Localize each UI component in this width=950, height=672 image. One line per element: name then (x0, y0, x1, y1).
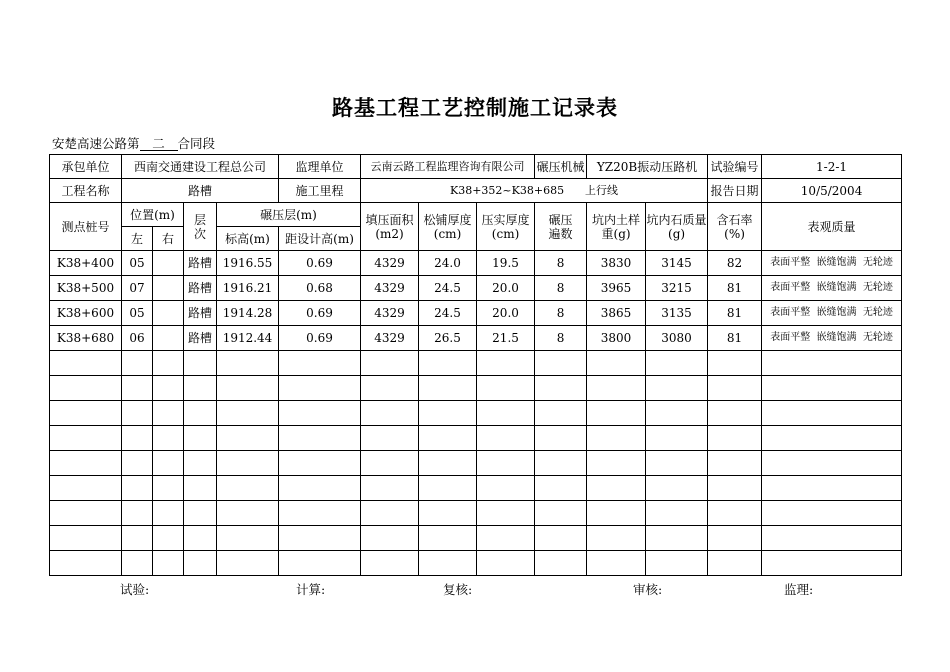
col-elevation: 标高(m) (217, 227, 279, 251)
cell-right (153, 351, 184, 376)
cell-passes (535, 451, 587, 476)
contractor-value: 西南交通建设工程总公司 (122, 155, 279, 179)
cell-left (122, 501, 153, 526)
cell-stone-mass (646, 376, 708, 401)
cell-station: K38+400 (50, 251, 122, 276)
cell-right (153, 401, 184, 426)
col-stone-ratio: 含石率(%) (708, 203, 762, 251)
cell-dist-design: 0.69 (279, 326, 361, 351)
supervisor-value: 云南云路工程监理咨询有限公司 (361, 155, 535, 179)
cell-station (50, 526, 122, 551)
cell-appearance: 表面平整 嵌缝饱满 无轮迹 (762, 251, 902, 276)
empty-row (50, 476, 902, 501)
cell-stone-mass (646, 551, 708, 576)
cell-passes (535, 376, 587, 401)
cell-compact-thickness (477, 426, 535, 451)
cell-station: K38+680 (50, 326, 122, 351)
col-position: 位置(m) (122, 203, 184, 227)
cell-fill-area: 4329 (361, 251, 419, 276)
contract-suffix: 合同段 (177, 136, 216, 151)
cell-right (153, 301, 184, 326)
contract-section-number: 二 (140, 137, 178, 151)
cell-compact-thickness (477, 351, 535, 376)
col-dist-design: 距设计高(m) (279, 227, 361, 251)
data-row (50, 301, 902, 326)
mileage-value: K38+352~K38+685 上行线 (361, 179, 708, 203)
cell-appearance (762, 351, 902, 376)
col-fill-area: 填压面积(m2) (361, 203, 419, 251)
cell-soil-weight (587, 426, 646, 451)
cell-compact-thickness (477, 526, 535, 551)
cell-stone-mass (646, 351, 708, 376)
cell-appearance (762, 476, 902, 501)
contract-prefix: 安楚高速公路第 (52, 136, 140, 151)
cell-appearance (762, 376, 902, 401)
cell-loose-thickness: 24.0 (419, 251, 477, 276)
cell-soil-weight: 3830 (587, 251, 646, 276)
cell-appearance (762, 451, 902, 476)
cell-fill-area: 4329 (361, 276, 419, 301)
project-label: 工程名称 (50, 179, 122, 203)
cell-soil-weight (587, 526, 646, 551)
cell-stone-ratio (708, 501, 762, 526)
cell-right (153, 451, 184, 476)
cell-right (153, 426, 184, 451)
cell-soil-weight (587, 451, 646, 476)
cell-left (122, 376, 153, 401)
cell-soil-weight (587, 551, 646, 576)
cell-station (50, 401, 122, 426)
cell-appearance (762, 501, 902, 526)
cell-elevation (217, 376, 279, 401)
empty-row (50, 551, 902, 576)
cell-loose-thickness (419, 501, 477, 526)
page-title: 路基工程工艺控制施工记录表 (332, 95, 618, 120)
empty-row (50, 351, 902, 376)
cell-left (122, 426, 153, 451)
cell-appearance (762, 551, 902, 576)
col-appearance: 表观质量 (762, 203, 902, 251)
project-value: 路槽 (122, 179, 279, 203)
report-date-value: 10/5/2004 (762, 179, 902, 203)
empty-row (50, 376, 902, 401)
cell-compact-thickness (477, 451, 535, 476)
cell-fill-area: 4329 (361, 301, 419, 326)
test-no-value: 1-2-1 (762, 155, 902, 179)
cell-stone-ratio: 81 (708, 301, 762, 326)
cell-compact-thickness: 21.5 (477, 326, 535, 351)
supervisor-label: 监理单位 (279, 155, 361, 179)
cell-stone-mass (646, 526, 708, 551)
cell-left (122, 476, 153, 501)
col-passes: 碾压遍数 (535, 203, 587, 251)
cell-fill-area (361, 526, 419, 551)
signature-audit: 审核: (633, 582, 663, 597)
cell-station (50, 501, 122, 526)
signature-calc: 计算: (296, 582, 326, 597)
data-row (50, 251, 902, 276)
cell-layer: 路槽 (184, 251, 217, 276)
cell-passes: 8 (535, 301, 587, 326)
cell-appearance (762, 526, 902, 551)
test-no-label: 试验编号 (708, 155, 762, 179)
cell-stone-mass (646, 476, 708, 501)
empty-row (50, 501, 902, 526)
cell-soil-weight: 3800 (587, 326, 646, 351)
col-compact-thickness: 压实厚度(cm) (477, 203, 535, 251)
cell-stone-ratio (708, 451, 762, 476)
cell-elevation (217, 451, 279, 476)
info-row-1 (50, 155, 902, 179)
info-row-2 (50, 179, 902, 203)
empty-row (50, 401, 902, 426)
cell-dist-design (279, 401, 361, 426)
cell-stone-ratio (708, 351, 762, 376)
cell-dist-design (279, 476, 361, 501)
cell-passes: 8 (535, 326, 587, 351)
col-stone-mass: 坑内石质量(g) (646, 203, 708, 251)
cell-loose-thickness (419, 451, 477, 476)
cell-right (153, 276, 184, 301)
cell-soil-weight: 3965 (587, 276, 646, 301)
cell-loose-thickness (419, 351, 477, 376)
cell-layer (184, 401, 217, 426)
cell-compact-thickness (477, 551, 535, 576)
cell-stone-mass: 3080 (646, 326, 708, 351)
cell-layer: 路槽 (184, 276, 217, 301)
cell-passes (535, 526, 587, 551)
cell-loose-thickness (419, 376, 477, 401)
cell-stone-mass: 3215 (646, 276, 708, 301)
cell-right (153, 326, 184, 351)
cell-elevation: 1916.55 (217, 251, 279, 276)
cell-left: 07 (122, 276, 153, 301)
cell-dist-design: 0.69 (279, 301, 361, 326)
cell-fill-area (361, 551, 419, 576)
empty-row (50, 426, 902, 451)
cell-layer (184, 376, 217, 401)
signature-test: 试验: (120, 582, 150, 597)
cell-right (153, 251, 184, 276)
cell-fill-area (361, 476, 419, 501)
cell-layer (184, 476, 217, 501)
cell-appearance (762, 426, 902, 451)
cell-right (153, 376, 184, 401)
cell-fill-area (361, 501, 419, 526)
empty-row (50, 526, 902, 551)
cell-compact-thickness (477, 501, 535, 526)
cell-layer (184, 501, 217, 526)
cell-passes (535, 401, 587, 426)
cell-dist-design (279, 351, 361, 376)
cell-dist-design (279, 426, 361, 451)
cell-elevation (217, 551, 279, 576)
cell-stone-ratio (708, 401, 762, 426)
cell-station (50, 351, 122, 376)
contractor-label: 承包单位 (50, 155, 122, 179)
cell-appearance: 表面平整 嵌缝饱满 无轮迹 (762, 301, 902, 326)
cell-passes (535, 426, 587, 451)
cell-left: 05 (122, 301, 153, 326)
cell-stone-mass (646, 501, 708, 526)
contract-section-line (52, 134, 215, 152)
cell-dist-design: 0.68 (279, 276, 361, 301)
cell-layer (184, 451, 217, 476)
cell-soil-weight: 3865 (587, 301, 646, 326)
cell-fill-area (361, 401, 419, 426)
machine-label: 碾压机械 (535, 155, 587, 179)
cell-left (122, 451, 153, 476)
cell-stone-ratio: 81 (708, 326, 762, 351)
signature-supervise: 监理: (784, 582, 814, 597)
report-date-label: 报告日期 (708, 179, 762, 203)
cell-layer: 路槽 (184, 326, 217, 351)
cell-passes: 8 (535, 251, 587, 276)
cell-loose-thickness (419, 401, 477, 426)
cell-layer (184, 526, 217, 551)
record-table (49, 154, 902, 576)
cell-fill-area (361, 351, 419, 376)
cell-passes (535, 501, 587, 526)
cell-station (50, 476, 122, 501)
cell-stone-mass (646, 401, 708, 426)
col-station: 测点桩号 (50, 203, 122, 251)
cell-left: 06 (122, 326, 153, 351)
cell-appearance: 表面平整 嵌缝饱满 无轮迹 (762, 326, 902, 351)
cell-right (153, 551, 184, 576)
cell-fill-area (361, 376, 419, 401)
cell-elevation: 1914.28 (217, 301, 279, 326)
cell-soil-weight (587, 376, 646, 401)
signature-review: 复核: (443, 582, 473, 597)
cell-passes (535, 551, 587, 576)
cell-dist-design (279, 551, 361, 576)
cell-soil-weight (587, 351, 646, 376)
cell-station: K38+600 (50, 301, 122, 326)
cell-soil-weight (587, 401, 646, 426)
cell-station (50, 451, 122, 476)
col-left: 左 (122, 227, 153, 251)
cell-elevation (217, 476, 279, 501)
cell-stone-ratio (708, 376, 762, 401)
cell-station (50, 551, 122, 576)
cell-stone-ratio (708, 476, 762, 501)
cell-elevation: 1916.21 (217, 276, 279, 301)
cell-passes (535, 476, 587, 501)
cell-layer (184, 426, 217, 451)
cell-left (122, 526, 153, 551)
cell-left (122, 551, 153, 576)
cell-dist-design (279, 526, 361, 551)
cell-passes (535, 351, 587, 376)
cell-loose-thickness: 24.5 (419, 276, 477, 301)
cell-compact-thickness (477, 476, 535, 501)
cell-loose-thickness: 26.5 (419, 326, 477, 351)
cell-loose-thickness (419, 551, 477, 576)
cell-station: K38+500 (50, 276, 122, 301)
cell-stone-mass: 3135 (646, 301, 708, 326)
cell-elevation (217, 401, 279, 426)
cell-stone-ratio (708, 551, 762, 576)
cell-layer (184, 551, 217, 576)
cell-soil-weight (587, 476, 646, 501)
cell-compact-thickness: 19.5 (477, 251, 535, 276)
machine-value: YZ20B振动压路机 (587, 155, 708, 179)
data-row (50, 326, 902, 351)
cell-elevation (217, 426, 279, 451)
col-layer: 层次 (184, 203, 217, 251)
cell-dist-design (279, 376, 361, 401)
cell-compact-thickness (477, 376, 535, 401)
col-loose-thickness: 松铺厚度(cm) (419, 203, 477, 251)
cell-loose-thickness: 24.5 (419, 301, 477, 326)
cell-stone-ratio: 82 (708, 251, 762, 276)
cell-stone-ratio (708, 526, 762, 551)
cell-right (153, 476, 184, 501)
cell-right (153, 501, 184, 526)
cell-station (50, 426, 122, 451)
cell-fill-area (361, 451, 419, 476)
header-row-1 (50, 203, 902, 227)
cell-dist-design (279, 501, 361, 526)
cell-elevation (217, 351, 279, 376)
cell-layer (184, 351, 217, 376)
cell-loose-thickness (419, 426, 477, 451)
cell-loose-thickness (419, 476, 477, 501)
data-row (50, 276, 902, 301)
cell-elevation (217, 526, 279, 551)
cell-left (122, 351, 153, 376)
cell-compact-thickness: 20.0 (477, 301, 535, 326)
col-compacted-layer: 碾压层(m) (217, 203, 361, 227)
cell-layer: 路槽 (184, 301, 217, 326)
cell-stone-ratio (708, 426, 762, 451)
cell-elevation (217, 501, 279, 526)
col-soil-weight: 坑内土样重(g) (587, 203, 646, 251)
mileage-label: 施工里程 (279, 179, 361, 203)
empty-row (50, 451, 902, 476)
cell-appearance (762, 401, 902, 426)
cell-stone-mass (646, 426, 708, 451)
cell-stone-ratio: 81 (708, 276, 762, 301)
cell-right (153, 526, 184, 551)
cell-loose-thickness (419, 526, 477, 551)
cell-passes: 8 (535, 276, 587, 301)
cell-left: 05 (122, 251, 153, 276)
cell-left (122, 401, 153, 426)
cell-compact-thickness (477, 401, 535, 426)
cell-appearance: 表面平整 嵌缝饱满 无轮迹 (762, 276, 902, 301)
cell-fill-area: 4329 (361, 326, 419, 351)
cell-soil-weight (587, 501, 646, 526)
cell-dist-design (279, 451, 361, 476)
col-right: 右 (153, 227, 184, 251)
cell-stone-mass: 3145 (646, 251, 708, 276)
cell-elevation: 1912.44 (217, 326, 279, 351)
cell-station (50, 376, 122, 401)
cell-dist-design: 0.69 (279, 251, 361, 276)
cell-stone-mass (646, 451, 708, 476)
cell-compact-thickness: 20.0 (477, 276, 535, 301)
cell-fill-area (361, 426, 419, 451)
